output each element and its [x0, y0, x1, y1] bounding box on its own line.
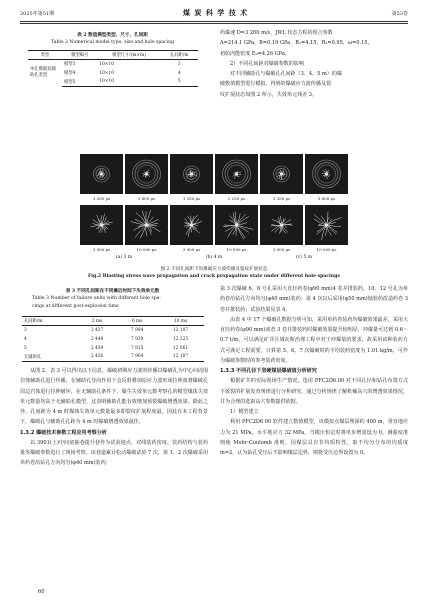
simulation-image: [170, 205, 213, 245]
sub-heading: 1）模型建立: [230, 409, 259, 415]
table3: [22, 316, 204, 362]
body-paragraph: 以 3901(上)中间底抽巷提升巷作为试验地点，对线装药密度、装药结构与装药量等爆破参数进行了现场考察，该巷道累计松动爆破试验 7 次，第 1、2 次爆破采用单药卷沿钻孔方向均匀(φ40 mm)装药；: [20, 439, 208, 467]
crack-line: [237, 225, 246, 238]
time-label: 10 000 μs: [226, 247, 247, 252]
text-line: 2）不同孔间距对爆破参数的影响: [230, 60, 304, 67]
text-line: A=214.1 GPa，B=0.19 GPa，R₁=4.15，R₂=0.95，ω=0.15，: [220, 40, 373, 47]
time-label: 2 250 μs: [227, 196, 246, 201]
crack-line: [192, 225, 200, 233]
table2-cell: 4: [177, 70, 181, 76]
right-top-text: [220, 28, 408, 100]
simulation-image: [260, 154, 303, 194]
text-line: 初始内能密度 E₀=4.26 GPa。: [220, 50, 290, 57]
text-line: 破数值模型进行模拟，得到的爆破应力波传播及裂: [220, 81, 332, 88]
simulation-graphic: [170, 205, 213, 245]
table3-header: 6 ms: [117, 317, 157, 326]
simulation-image: [305, 205, 348, 245]
blast-hole: [100, 172, 103, 175]
text-line: 对不同辅助孔与爆破孔孔间距（3、4、5 m）的爆: [230, 71, 342, 77]
table3-cell: 无辅助孔: [22, 353, 77, 362]
volume-label: 第53卷: [391, 11, 408, 17]
text-line: 药爆速 D=3 200 m/s，JWL 状态方程的组合参数: [220, 30, 333, 36]
table3-cell: 12 061: [173, 345, 189, 351]
body-paragraph: 从图 2、表 3 可以得出以下信息，爆破初期应力波的传播以爆破孔为中心向周围岩体辅助孔进行传播，在辅助孔导向作用下会反射叠加原应力波形成拉伸波将爆破孔周边岩体进行拉伸破坏，在无辅助孔条件下，爆生失效单元数考察孔的模型煤体失效单元数量均高于无辅助孔模型，这表明辅助孔能有效增加预裂爆破增透效果。除此之外，孔间距为 4 m 时煤体失效单元数量最多即裂纹扩展程度最。因此在本工程背景下，爆破孔与辅助孔孔距为 4 m 时爆破增透效果最佳。: [20, 368, 208, 426]
figure-panel: [305, 154, 348, 203]
simulation-image: [260, 205, 303, 245]
blast-hole: [190, 223, 193, 226]
section-heading: 1.3.2 爆破技术参数工程应用考察分析: [20, 429, 107, 436]
blast-hole: [235, 172, 238, 175]
time-label: 10 000 μs: [316, 247, 337, 252]
simulation-graphic: [215, 154, 258, 194]
text-line: 纹扩展状态如图 2 所示，失效单元残差 3。: [220, 91, 318, 98]
table2-header: 类型: [28, 51, 62, 60]
issue-label: 2025年第51期: [20, 11, 55, 17]
blast-hole: [190, 172, 193, 175]
table2-cell: 模型5: [62, 78, 97, 87]
table3-cell: 2 436: [77, 353, 117, 362]
body-paragraph: 由表 4 中 17 个爆破孔数据分析可知，采用单药卷装药均爆破效果最差，采用大直径药卷(φ90 mm)或者 3 卷并排装药时爆破效果提升较明显，冲爆量可达到 0.6～0.7 t/m，可以满足矿井区域瓦斯治理工程中对于冲爆量的要求，故采用该种装药方式可满足工程需要，计算第 5、6、7 次爆破时的平均装药密度为 1.01 kg/m，可作为爆破参数时的参考装药密度。: [220, 316, 408, 364]
time-label: 3 900 μs: [182, 247, 201, 252]
body-paragraph: 根据矿井的实际现场生产情况，选用 PFC2D6.00 对不同孔径和钻孔布置方式下致裂的扩展发育规律进行分析研究，通过分析规律了解机械高穴的增透效果情况，并为合理的选取高穴参数提供依据。: [220, 378, 408, 405]
body-paragraph: 第 3 次爆破 6、8 号孔采用大直径药卷(φ90 mm)4 卷并排装药，10、12 号孔为单药卷沿钻孔方向均匀(φ40 mm)装药；第 4 次以后采用(φ50 mm)轴装药改造药卷 3 卷并排装药；试验结果见表 4。: [220, 286, 408, 313]
time-label: 1 800 μs: [137, 196, 156, 201]
table3-cell: 12 225: [173, 336, 189, 342]
table3-header: 2 ms: [77, 317, 117, 326]
time-label: 1 350 μs: [182, 196, 201, 201]
simulation-graphic: [260, 205, 303, 245]
figure-panel: [215, 154, 258, 203]
crack-line: [314, 214, 327, 225]
blast-hole: [145, 172, 148, 175]
table3-cell: 7 929: [131, 336, 144, 342]
table2-cell: 10×10: [97, 60, 160, 69]
page-number: 60: [38, 589, 45, 595]
sub-label: (c) 5 m: [295, 255, 313, 260]
table2-header: 孔间距/m: [161, 51, 199, 60]
crack-line: [322, 225, 327, 240]
crack-line: [131, 222, 147, 226]
blast-hole: [325, 223, 328, 226]
figure-panel: [170, 154, 213, 203]
simulation-image: [80, 205, 123, 245]
blast-hole: [235, 223, 238, 226]
simulation-graphic: [170, 154, 213, 194]
figure-panel: [260, 154, 303, 203]
table2-title-cn: 表 2 数值模型类型、尺寸、孔间距: [77, 33, 148, 38]
figure-panel: [80, 154, 123, 203]
simulation-graphic: [125, 154, 168, 194]
simulation-image: [125, 205, 168, 245]
table2-cell: 10×10: [97, 78, 160, 87]
table3-cell: 4: [24, 336, 27, 342]
body-paragraph: 利用 PFC2D6.00 软件建立数值模型，该模拟点煤层埋深约 400 m，垂直地应力为 21 MPa，水平地应力 32 MPa，当模压恒定时将单步增量设为 0。测强度准则使 Mohr-Coulomb 准则，因煤层具有非均质特性，取不均匀分布的均质度 m=2，认为钻孔受压后不影响煤层边界，则将受压边界设置为 0。: [220, 419, 408, 456]
table3-cell: 2 437: [77, 326, 117, 335]
figure2-caption-cn: 图 2 不同孔间距下的爆破应力波传播及裂纹扩展状态: [160, 267, 268, 272]
table3-cell: 5: [24, 345, 27, 351]
time-label: 1 350 μs: [272, 196, 291, 201]
blast-hole: [280, 172, 283, 175]
figure-panel: [305, 205, 348, 254]
figure-panel: [170, 205, 213, 254]
simulation-graphic: [125, 205, 168, 245]
table2-group: 单孔爆破双辅助孔类型: [28, 60, 62, 87]
table3-cell: 7 904: [117, 326, 157, 335]
figure-panel: [260, 205, 303, 254]
time-label: 3 900 μs: [92, 247, 111, 252]
simulation-graphic: [215, 205, 258, 245]
simulation-image: [125, 154, 168, 194]
sub-label: (b) 4 m: [205, 255, 223, 260]
table2-header: 模型编号: [62, 51, 97, 60]
table3-cell: 7 904: [117, 353, 157, 362]
table3-title-cn: 表 3 不同孔间距在不同爆后时间下失效单元数: [65, 289, 160, 294]
crack-line: [224, 225, 236, 226]
table2-cell: 10×10: [99, 70, 114, 76]
crack-line: [228, 225, 237, 237]
crack-line: [140, 225, 146, 238]
time-label: 10 000 μs: [136, 247, 157, 252]
blast-hole: [325, 172, 328, 175]
figure-panel: [125, 154, 168, 203]
table3-title-en: Table 3 Number of failure units with different hole spa-: [32, 296, 161, 301]
sub-label: (a) 3 m: [115, 255, 133, 260]
table3-cell: 3: [22, 326, 77, 335]
table2-cell: 模型4: [64, 71, 76, 76]
simulation-graphic: [305, 154, 348, 194]
figure-panel: [215, 205, 258, 254]
table2-header: 模型尺寸/(m×m): [97, 51, 160, 60]
table3-cell: 12 107: [157, 353, 204, 362]
simulation-image: [215, 154, 258, 194]
table3-title-en: cings at different post-explosion time: [32, 304, 119, 309]
simulation-image: [305, 154, 348, 194]
blast-hole: [100, 223, 103, 226]
figure-panel: [125, 205, 168, 254]
simulation-graphic: [305, 205, 348, 245]
blast-hole: [145, 223, 148, 226]
table2: [28, 50, 198, 87]
right-body: [220, 284, 408, 458]
table3-cell: 2 448: [90, 336, 104, 342]
figure-panel: [80, 205, 123, 254]
simulation-image: [80, 154, 123, 194]
table3-header: 孔间距/m: [22, 317, 77, 326]
figure2: [80, 154, 348, 260]
header-rule: [20, 21, 408, 22]
table3-header: 10 ms: [157, 317, 204, 326]
journal-title: 煤 炭 科 学 技 术: [183, 8, 249, 17]
simulation-image: [170, 154, 213, 194]
section-heading: 1.3.3 不同孔径下坚硬煤层爆破值分析研究: [220, 368, 317, 374]
table3-cell: 12 107: [157, 326, 204, 335]
table2-cell: 3: [161, 60, 199, 69]
simulation-graphic: [80, 154, 123, 194]
table3-cell: 7 815: [131, 345, 144, 351]
blast-hole: [280, 223, 283, 226]
time-label: 1 350 μs: [92, 196, 111, 201]
time-label: 3 600 μs: [317, 196, 336, 201]
simulation-graphic: [260, 154, 303, 194]
figure2-caption-en: Fig.2 Blasting stress wave propagation and crack propagation state under different hole spacings: [88, 274, 340, 279]
header-rule-thin: [20, 23, 408, 24]
crack-line: [237, 214, 241, 225]
simulation-image: [215, 205, 258, 245]
table2-title-en: Table 2 Numerical model type, size and hole spacing: [51, 40, 174, 45]
crack-line: [317, 225, 327, 235]
table3-cell: 2 439: [90, 345, 104, 351]
left-body: [20, 366, 208, 469]
table2-cell: 5: [161, 78, 199, 87]
time-label: 3 900 μs: [272, 247, 291, 252]
table2-cell: 模型3: [62, 60, 97, 69]
simulation-graphic: [80, 205, 123, 245]
